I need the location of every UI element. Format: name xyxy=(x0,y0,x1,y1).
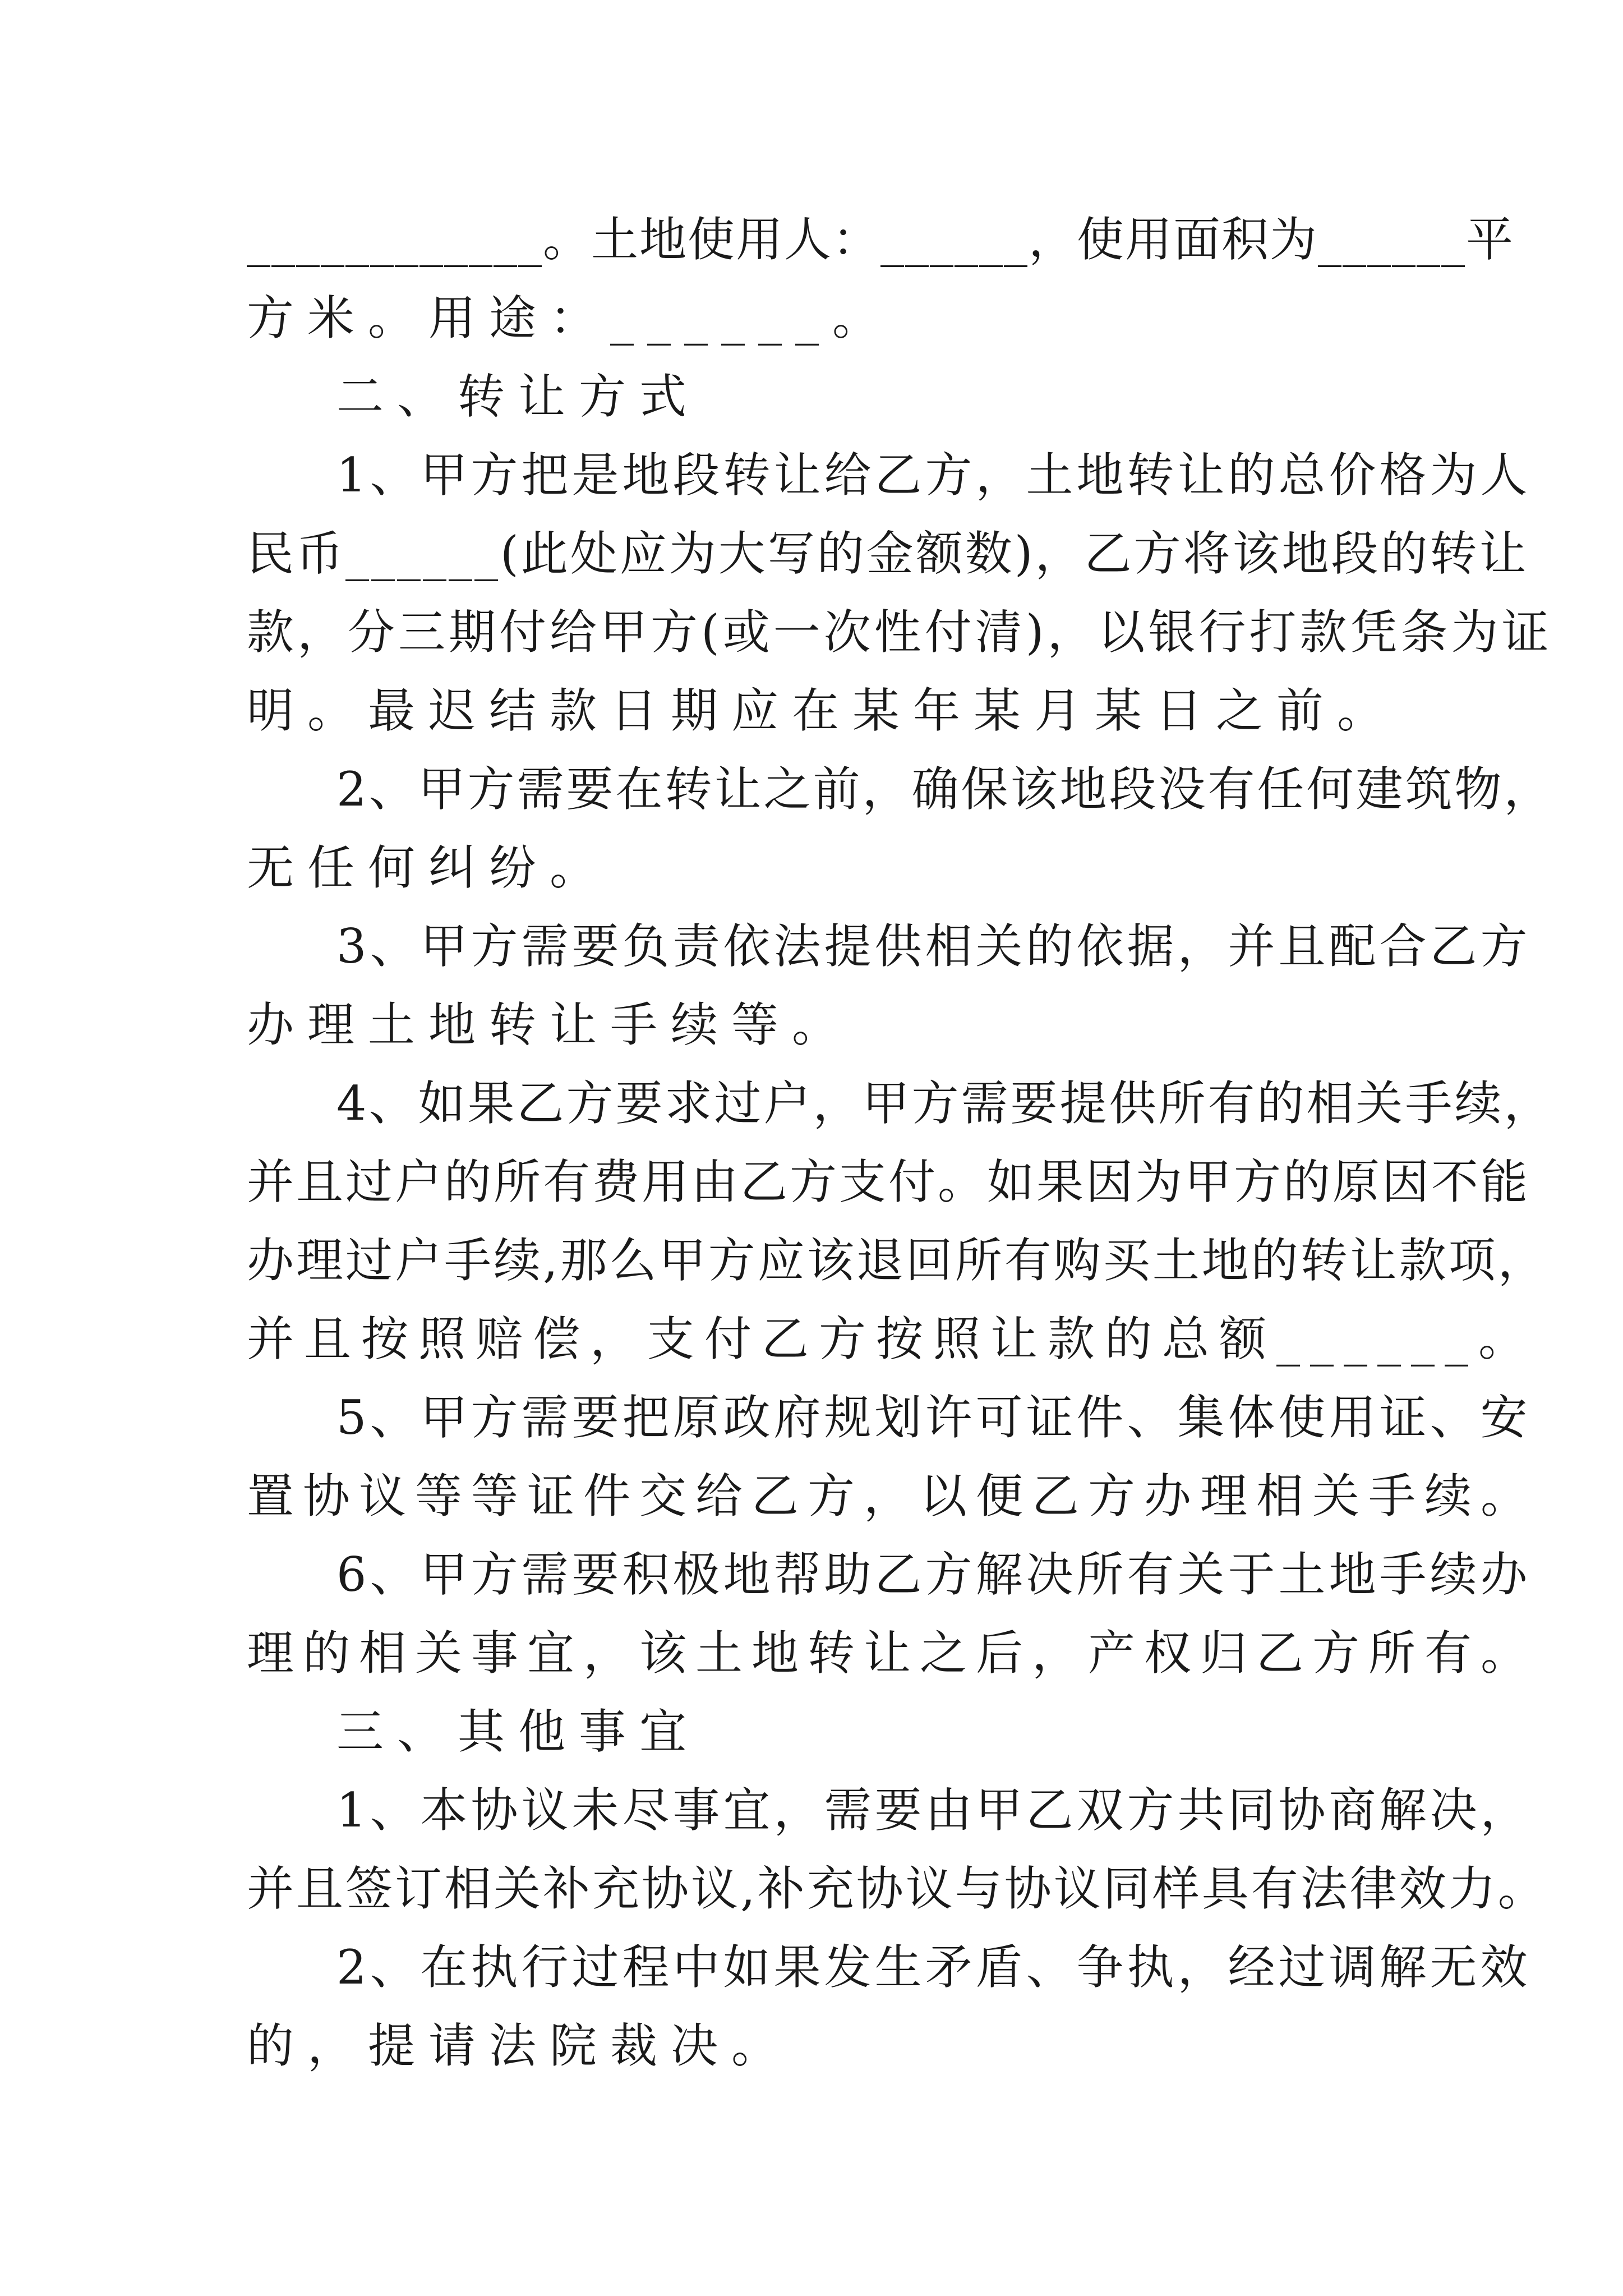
text-line: 的，提请法院裁决。 xyxy=(247,2018,792,2073)
text-line: 理的相关事宜，该土地转让之后，产权归乙方所有。 xyxy=(247,1626,1537,1681)
text-line: 并且按照赔偿，支付乙方按照让款的总额______。 xyxy=(247,1312,1536,1366)
text-line: 办理土地转让手续等。 xyxy=(247,997,853,1052)
text-line: 1、本协议未尽事宜，需要由甲乙双方共同协商解决， xyxy=(336,1783,1531,1838)
text-line: 2、在执行过程中如果发生矛盾、争执，经过调解无效 xyxy=(336,1940,1531,1995)
text-line: 款，分三期付给甲方(或一次性付清)，以银行打款凭条为证 xyxy=(247,605,1552,660)
text-line: 民币______(此处应为大写的金额数)，乙方将该地段的转让 xyxy=(247,526,1529,581)
text-line: 2、甲方需要在转让之前，确保该地段没有任何建筑物， xyxy=(336,762,1553,817)
text-line: 无任何纠纷。 xyxy=(247,840,611,895)
text-line: 并且签订相关补充协议,补充协议与协议同样具有法律效力。 xyxy=(247,1861,1547,1916)
text-line: 办理过户手续,那么甲方应该退回所有购买土地的转让款项， xyxy=(247,1233,1547,1288)
text-line: 并且过户的所有费用由乙方支付。如果因为甲方的原因不能 xyxy=(247,1154,1530,1209)
text-line: ____________。土地使用人：______，使用面积为______平 xyxy=(247,212,1515,267)
text-line: 方米。用途：______。 xyxy=(247,291,893,346)
text-line: 1、甲方把是地段转让给乙方，土地转让的总价格为人 xyxy=(336,448,1531,503)
section-heading: 二、转让方式 xyxy=(336,369,700,424)
text-line: 明。最迟结款日期应在某年某月某日之前。 xyxy=(247,683,1398,738)
text-line: 6、甲方需要积极地帮助乙方解决所有关于土地手续办 xyxy=(336,1547,1531,1602)
text-line: 置协议等等证件交给乙方，以便乙方办理相关手续。 xyxy=(247,1469,1537,1524)
text-line: 4、如果乙方要求过户，甲方需要提供所有的相关手续， xyxy=(336,1076,1553,1131)
text-line: 5、甲方需要把原政府规划许可证件、集体使用证、安 xyxy=(336,1390,1531,1445)
section-heading: 三、其他事宜 xyxy=(336,1704,700,1759)
text-line: 3、甲方需要负责依法提供相关的依据，并且配合乙方 xyxy=(336,919,1531,974)
